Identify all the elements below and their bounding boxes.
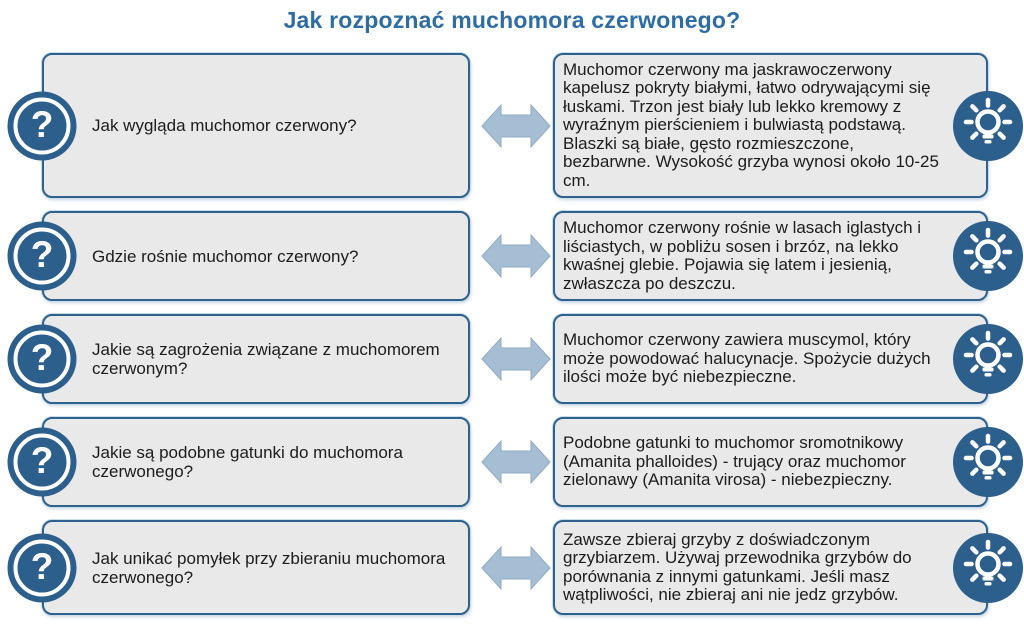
lightbulb-icon (953, 324, 1023, 394)
question-mark-icon (7, 533, 77, 603)
page-title: Jak rozpoznać muchomora czerwonego? (283, 7, 741, 33)
lightbulb-icon (953, 221, 1023, 291)
question-box (42, 417, 470, 507)
answer-box (553, 53, 988, 198)
answer-text: Muchomor czerwony zawiera muscymol, który może powodować halucynacje. Spożycie dużych ilości może być niebezpieczne. (563, 330, 931, 387)
question-text: Jakie są zagrożenia związane z muchomorem czerwonym? (92, 340, 440, 378)
question-mark-icon (7, 324, 77, 394)
question-box (42, 314, 470, 404)
question-mark-icon (7, 221, 77, 291)
question-box (42, 520, 470, 615)
double-arrow-icon (481, 231, 551, 281)
answer-text: Muchomor czerwony rośnie w lasach iglastych i liściastych, w pobliżu sosen i brzóz, na lekko kwaśnej glebie. Pojawia się latem i jesienią, zwłaszcza po deszczu. (563, 218, 922, 293)
question-text: Jak unikać pomyłek przy zbieraniu muchomora czerwonego? (92, 548, 446, 587)
lightbulb-icon (953, 427, 1023, 497)
qa-row (0, 211, 1024, 301)
svg-text:?: ? (30, 440, 54, 481)
answer-text: Zawsze zbieraj grzyby z doświadczonym grzybiarzem. Używaj przewodnika grzybów do porównania z innymi gatunkami. Jeśli masz wątpliwości, nie zbieraj ani nie jedz grzybów. (563, 529, 912, 604)
answer-text: Muchomor czerwony ma jaskrawoczerwony kapelusz pokryty białymi, łatwo odrywającymi się łuskami. Trzon jest biały lub lekko kremowy z wyraźnym pierścieniem i bulwiastą podstawą. Blaszki są białe, gęsto rozmieszczone, bezbarwne. Wysokość grzyba wynosi około 10-25 cm. (563, 59, 939, 190)
question-text: Jakie są podobne gatunki do muchomora czerwonego? (92, 443, 403, 481)
double-arrow-icon (481, 101, 551, 151)
svg-text:?: ? (30, 337, 54, 378)
double-arrow-icon (481, 334, 551, 384)
answer-box (553, 417, 988, 507)
qa-diagram (0, 53, 1024, 615)
qa-row (0, 520, 1024, 615)
answer-box (553, 314, 988, 404)
lightbulb-icon (953, 533, 1023, 603)
qa-row (0, 314, 1024, 404)
answer-box (553, 211, 988, 301)
answer-box (553, 520, 988, 615)
question-box (42, 53, 470, 198)
svg-text:?: ? (30, 234, 54, 275)
question-text: Gdzie rośnie muchomor czerwony? (92, 246, 359, 266)
double-arrow-icon (481, 543, 551, 593)
question-text: Jak wygląda muchomor czerwony? (92, 116, 357, 135)
answer-text: Podobne gatunki to muchomor sromotnikowy (Amanita phalloides) - trujący oraz muchomor zielonawy (Amanita virosa) - niebezpieczny. (563, 433, 906, 490)
question-mark-icon (7, 91, 77, 161)
question-mark-icon (7, 427, 77, 497)
qa-row (0, 417, 1024, 507)
qa-row (0, 53, 1024, 198)
svg-text:?: ? (30, 103, 54, 145)
double-arrow-icon (481, 437, 551, 487)
lightbulb-icon (953, 91, 1023, 161)
svg-text:?: ? (30, 545, 54, 587)
question-box (42, 211, 470, 301)
